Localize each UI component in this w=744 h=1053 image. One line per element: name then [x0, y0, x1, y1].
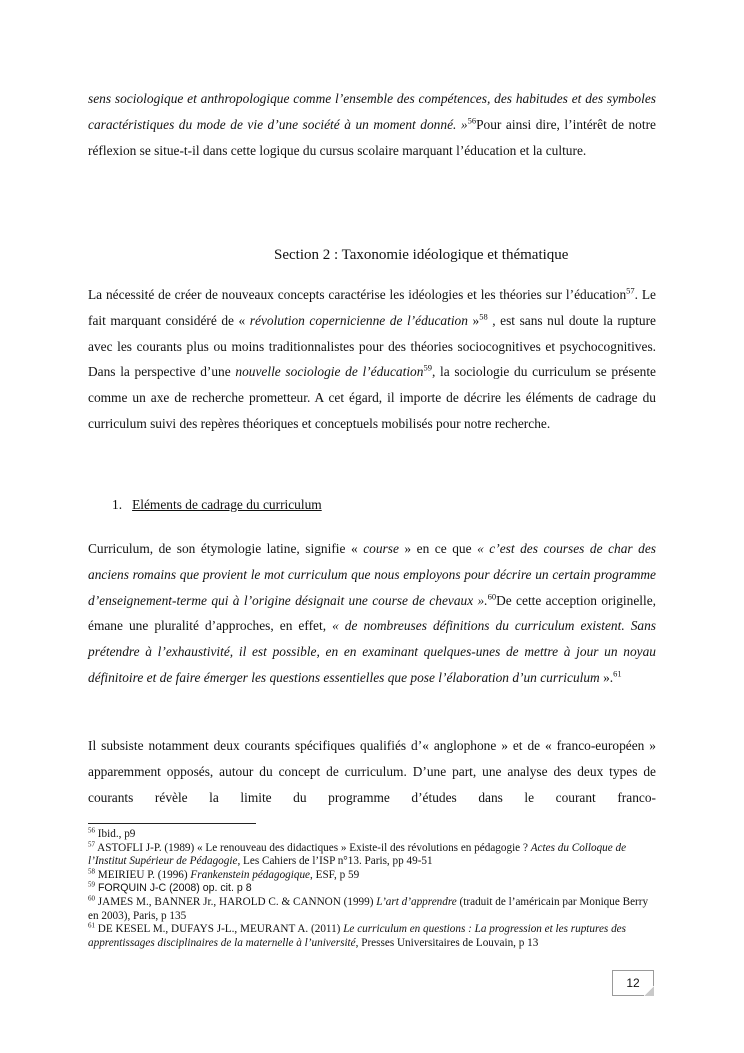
italic-run: course	[363, 541, 399, 556]
text-run: La nécessité de créer de nouveaux concepts caractérise les idéologies et les théories sur l’éducation	[88, 287, 627, 302]
paragraph-curriculum	[88, 536, 656, 691]
curriculum-body	[88, 536, 656, 691]
footnote-ref-61: 61	[613, 668, 622, 679]
footnote-italic: Le curriculum en questions : La progression et les ruptures des apprentissages disciplinaires de la maternelle à l’université	[88, 923, 626, 949]
text-run: »	[467, 312, 480, 328]
courants-body	[88, 733, 656, 810]
intro-quote: sens sociologique et anthropologique comme l’ensemble des compétences, des habitudes et des symboles caractéristiques du mode de vie d’une société à un moment donné. »	[88, 91, 656, 132]
text-run: Curriculum, de son étymologie latine, signifie «	[88, 541, 364, 556]
footnote-italic: Actes du Colloque de l’Institut Supérieur de Pédagogie	[88, 841, 627, 868]
footnote-number: 60	[88, 894, 95, 903]
footnote-text: , Les Cahiers de l’ISP n°13. Paris, pp 49-51	[237, 855, 433, 868]
footnote-59	[88, 882, 656, 896]
footnotes	[88, 828, 656, 950]
intro-text: Pour ainsi dire, l’intérêt de notre réflexion se situe-t-il dans cette logique du cursus scolaire marquant l’éducation et la culture.	[88, 116, 656, 158]
paragraph-courants: Il subsiste notamment deux courants spécifiques qualifiés d’« anglophone » et de « franco-européen » apparemment opposés, autour du concept de curriculum. D’une part, une analyse des deux types de courants révèle la limite du programme d’études dans le courant franco-	[88, 738, 656, 805]
footnote-text: ASTOFLI J-P. (1989) « Le renouveau des didactiques » Existe-il des révolutions en pédagogie ?	[95, 841, 531, 854]
footnote-61	[88, 923, 656, 950]
list-number: 1.	[112, 497, 123, 512]
footnote-ref-59: 59	[423, 362, 432, 373]
text-run: » en ce que	[398, 541, 478, 556]
footnote-text: Ibid., p9	[95, 828, 136, 840]
footnote-italic: L’art d’apprendre	[376, 895, 457, 908]
footnote-ref-60: 60	[487, 591, 497, 602]
footnote-57	[88, 839, 656, 869]
text-run: . Le fait marquant considéré de «	[88, 287, 656, 328]
list-heading	[112, 497, 322, 513]
footnote-text: MEIRIEU P. (1996)	[95, 868, 191, 881]
page-number: 12	[612, 970, 654, 996]
paragraph-taxonomie	[88, 282, 656, 437]
list-title: Eléments de cadrage du curriculum	[132, 497, 322, 512]
footnote-divider	[88, 823, 256, 824]
footnote-text: , ESF, p 59	[310, 868, 360, 881]
text-run: ».	[599, 669, 614, 685]
footnote-number: 59	[88, 880, 95, 889]
footnote-58	[88, 869, 656, 883]
footnote-ref-57: 57	[626, 285, 635, 296]
footnote-text: DE KESEL M., DUFAYS J-L., MEURANT A. (2011)	[95, 923, 344, 936]
footnote-italic: Frankenstein pédagogique	[190, 868, 311, 881]
footnote-number: 56	[88, 826, 95, 835]
italic-run: nouvelle sociologie de l’éducation	[235, 364, 424, 380]
paragraph-intro	[88, 86, 656, 163]
footnote-60	[88, 896, 656, 923]
italic-run: « c’est des courses de char des anciens romains que provient le mot curriculum que nous employons pour décrire un certain programme d’enseignement-terme qui à l’origine désignait une course de chevaux ».	[88, 541, 656, 608]
section-title: Section 2 : Taxonomie idéologique et thématique	[274, 247, 569, 263]
footnote-ref-56: 56	[467, 115, 477, 126]
footnote-56	[88, 828, 656, 842]
footnote-number: 58	[88, 867, 95, 876]
footnote-text: (traduit de l’américain par Monique Berry en 2003), Paris, p 135	[88, 895, 649, 922]
footnote-text: JAMES M., BANNER Jr., HAROLD C. & CANNON (1999)	[95, 895, 377, 908]
section-body	[88, 282, 656, 437]
footnote-ref-58: 58	[479, 311, 488, 322]
text-run: De cette acception originelle, émane une pluralité d’approches, en effet,	[88, 592, 657, 634]
footnote-text: , Presses Universitaires de Louvain, p 13	[355, 936, 539, 949]
italic-run: révolution copernicienne de l’éducation	[249, 312, 468, 328]
footnote-number: 57	[88, 839, 95, 848]
footnote-number: 61	[88, 921, 95, 930]
italic-run: « de nombreuses définitions du curriculum existent. Sans prétendre à l’exhaustivité, il est possible, en en examinant quelques-unes de mettre à jour un noyau définitoire et de faire émerger les questions essentielles que pose l’élaboration d’un curriculum	[88, 618, 656, 685]
footnote-text: FORQUIN J-C (2008) op. cit. p 8	[95, 882, 252, 895]
text-run: , la sociologie du curriculum se présente comme un axe de recherche prometteur. A cet égard, il importe de décrire les éléments de cadrage du curriculum suivi des repères théoriques et conceptuels mobilisés pour notre recherche.	[88, 364, 656, 431]
text-run: , est sans nul doute la rupture avec les courants plus ou moins traditionnalistes pour des théories sociocognitives et psychocognitives. Dans la perspective d’une	[88, 312, 657, 380]
